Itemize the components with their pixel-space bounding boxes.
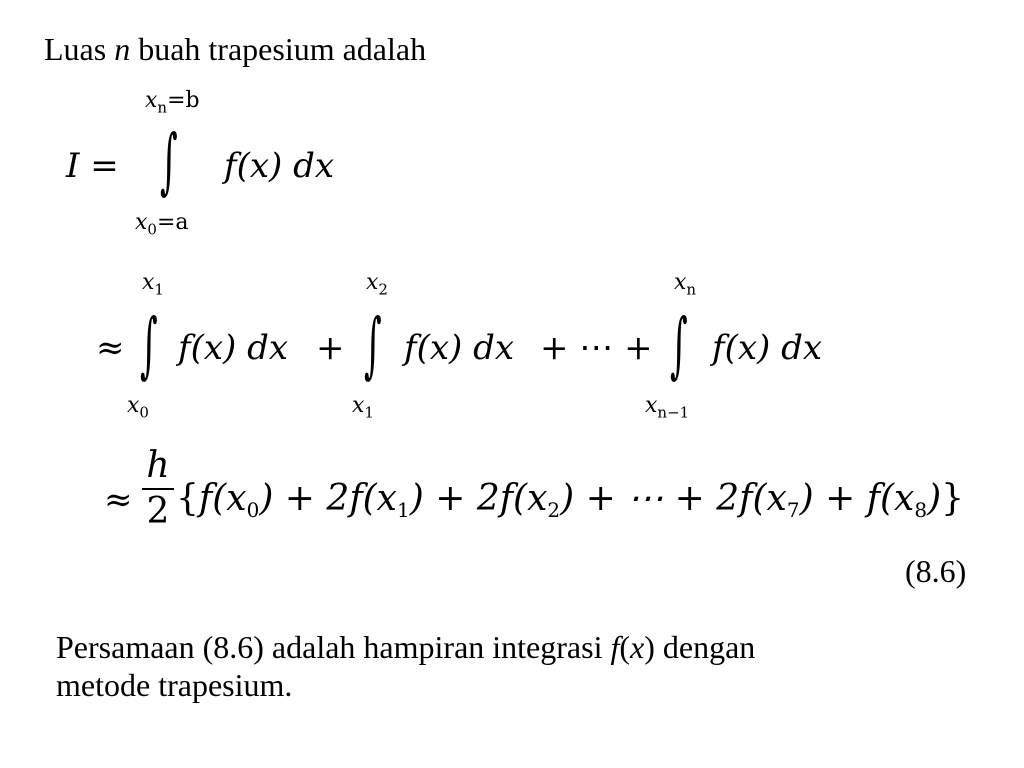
eq3-term: ): [927, 478, 942, 519]
fraction-numerator: h: [146, 445, 170, 486]
intro-var: n: [114, 31, 131, 67]
eq1-integrand: f(x) dx: [224, 146, 335, 186]
note-part2: dengan: [654, 629, 756, 665]
eq1-upper-rest: =b: [167, 88, 200, 113]
note-part1: Persamaan (8.6) adalah hampiran integrasi: [56, 629, 611, 665]
eq2-term2-lower: [352, 393, 374, 421]
eq3-sub: 7: [786, 498, 800, 522]
eq1-lower-var: x: [135, 210, 148, 235]
integral-sign: ∫: [364, 304, 382, 388]
eq2-t2-upper-var: x: [366, 270, 379, 295]
eq1-lower-limit: [135, 210, 189, 238]
integral-sign: ∫: [140, 304, 158, 388]
note-var: x: [630, 629, 645, 665]
note-paren-close: ): [644, 629, 655, 665]
eq2-term2-upper: [366, 270, 388, 298]
eq2-approx: ≈: [96, 328, 125, 368]
eq3-body: [176, 478, 964, 522]
eq2-t3-lower-var: x: [645, 393, 658, 418]
integral-sign: ∫: [670, 304, 688, 388]
eq3-sub: 1: [396, 498, 410, 522]
eq2-term1-integrand: f(x) dx: [178, 328, 289, 368]
note-paragraph: [56, 628, 755, 704]
eq2-t1-upper-var: x: [142, 270, 155, 295]
eq1-upper-limit: [145, 88, 200, 116]
eq2-t3-lower-sub: n−1: [657, 403, 690, 422]
eq2-term3-integrand: f(x) dx: [712, 328, 823, 368]
eq2-t2-upper-sub: 2: [378, 280, 388, 299]
eq3-close-brace: }: [941, 478, 965, 519]
eq2-term2-integrand: f(x) dx: [404, 328, 515, 368]
eq2-plus: +: [316, 328, 345, 368]
eq2-term3-lower: [645, 393, 689, 421]
eq3-term: ) + f(x: [799, 478, 915, 519]
intro-prefix: Luas: [44, 31, 115, 67]
eq1-lower-rest: =a: [156, 210, 189, 235]
eq3-open-brace: {: [176, 478, 199, 519]
intro-text: [44, 31, 426, 68]
eq3-approx: ≈: [104, 480, 133, 520]
eq2-term1-lower: [127, 393, 149, 421]
eq2-t2-lower-var: x: [352, 393, 365, 418]
eq3-term: ) + 2f(x: [409, 478, 548, 519]
eq1-upper-var: x: [145, 88, 158, 113]
fraction-bar: [142, 488, 174, 490]
eq3-term: f(x: [198, 478, 247, 519]
eq2-term3-upper: [674, 270, 696, 298]
note-line2: metode trapesium.: [56, 667, 293, 703]
eq1-lhs: I =: [66, 146, 119, 186]
eq2-t3-upper-sub: n: [686, 280, 697, 299]
equation-number: (8.6): [905, 553, 967, 589]
eq1-lower-sub: 0: [147, 220, 157, 239]
integral-sign: ∫: [160, 120, 178, 204]
eq3-sub: 8: [914, 498, 928, 522]
eq1-upper-sub: n: [157, 98, 168, 117]
fraction-h-over-2: [142, 446, 174, 532]
eq2-t2-lower-sub: 1: [364, 403, 374, 422]
eq3-sub: 2: [547, 498, 561, 522]
eq3-term: ) + ⋯ + 2f(x: [560, 478, 787, 519]
eq2-t3-upper-var: x: [674, 270, 687, 295]
eq2-t1-lower-sub: 0: [139, 403, 149, 422]
eq3-term: ) + 2f(x: [259, 478, 397, 519]
eq2-term1-upper: [142, 270, 164, 298]
intro-suffix: buah trapesium adalah: [130, 31, 427, 67]
note-paren-open: (: [619, 629, 630, 665]
eq2-t1-lower-var: x: [127, 393, 140, 418]
fraction-denominator: 2: [146, 491, 170, 532]
eq2-t1-upper-sub: 1: [154, 280, 164, 299]
eq2-ellipsis: + ⋯ +: [540, 328, 653, 368]
note-func: f: [610, 629, 620, 665]
eq3-sub: 0: [246, 498, 260, 522]
